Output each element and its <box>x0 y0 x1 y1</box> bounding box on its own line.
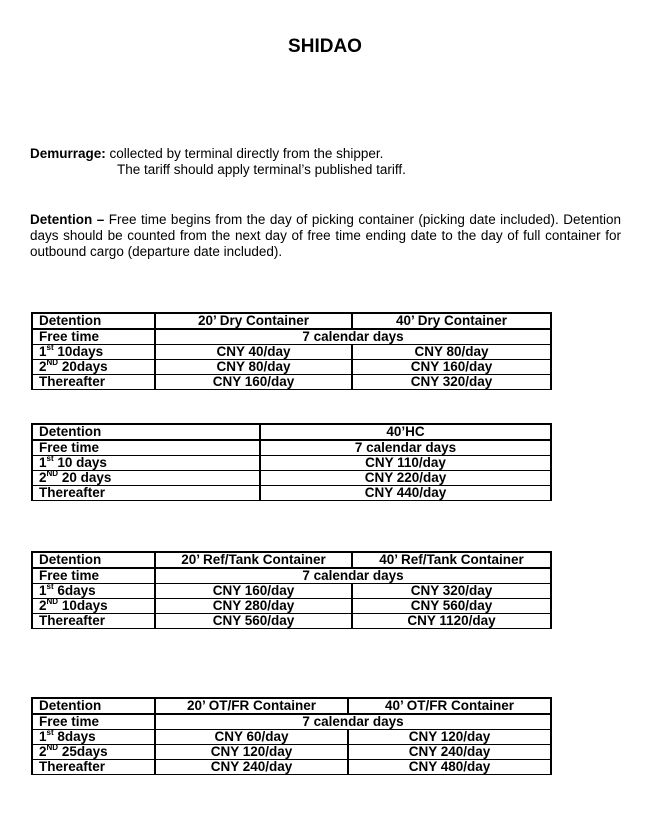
rate-cell: CNY 220/day <box>260 471 551 486</box>
demurrage-label: Demurrage: <box>30 146 106 161</box>
table-header-detention: Detention <box>32 424 260 440</box>
rate-cell: CNY 280/day <box>155 599 352 614</box>
free-time-value: 7 calendar days <box>155 568 551 584</box>
rate-cell: CNY 440/day <box>260 486 551 501</box>
rate-cell: CNY 480/day <box>348 760 551 775</box>
table-header-40: 40’ OT/FR Container <box>348 698 551 714</box>
free-time-label: Free time <box>32 568 155 584</box>
row-label: 2ND 25days <box>32 745 155 760</box>
table-header-20: 20’ Dry Container <box>155 313 352 329</box>
detention-label: Detention – <box>30 212 105 227</box>
rate-cell: CNY 80/day <box>155 360 352 375</box>
rate-cell: CNY 160/day <box>352 360 551 375</box>
detention-paragraph <box>30 212 621 260</box>
rate-cell: CNY 120/day <box>348 730 551 745</box>
free-time-value: 7 calendar days <box>155 714 551 730</box>
demurrage-paragraph <box>30 146 621 178</box>
rate-cell: CNY 560/day <box>352 599 551 614</box>
dry-container-table <box>31 312 552 390</box>
rate-cell: CNY 40/day <box>155 345 352 360</box>
row-label: 1st 10days <box>32 345 155 360</box>
row-label: Thereafter <box>32 486 260 501</box>
rate-cell: CNY 160/day <box>155 584 352 599</box>
rate-cell: CNY 1120/day <box>352 614 551 629</box>
row-label: Thereafter <box>32 760 155 775</box>
demurrage-line-2: The tariff should apply terminal’s published tariff. <box>117 162 406 177</box>
rate-cell: CNY 320/day <box>352 584 551 599</box>
rate-cell: CNY 80/day <box>352 345 551 360</box>
row-label: 2ND 20 days <box>32 471 260 486</box>
row-label: Thereafter <box>32 375 155 390</box>
ref-tank-container-table <box>31 551 552 629</box>
rate-cell: CNY 240/day <box>348 745 551 760</box>
rate-cell: CNY 60/day <box>155 730 348 745</box>
rate-cell: CNY 240/day <box>155 760 348 775</box>
rate-cell: CNY 560/day <box>155 614 352 629</box>
table-header-40: 40’ Dry Container <box>352 313 551 329</box>
demurrage-line-1: collected by terminal directly from the shipper. <box>105 146 384 161</box>
free-time-value: 7 calendar days <box>155 329 551 345</box>
rate-cell: CNY 120/day <box>155 745 348 760</box>
hc-container-table <box>31 423 552 501</box>
table-header-40: 40’ Ref/Tank Container <box>352 552 551 568</box>
free-time-label: Free time <box>32 440 260 456</box>
detention-text: Free time begins from the day of picking container (picking date included). Detention days should be counted from the next day of free time ending date to the day of full container for outbound cargo (departure date included). <box>30 212 621 259</box>
row-label: 2ND 20days <box>32 360 155 375</box>
table-header-20: 20’ Ref/Tank Container <box>155 552 352 568</box>
ot-fr-container-table <box>31 697 552 775</box>
rate-cell: CNY 320/day <box>352 375 551 390</box>
row-label: Thereafter <box>32 614 155 629</box>
free-time-value: 7 calendar days <box>260 440 551 456</box>
table-header-detention: Detention <box>32 313 155 329</box>
free-time-label: Free time <box>32 714 155 730</box>
table-header-40hc: 40’HC <box>260 424 551 440</box>
row-label: 1st 6days <box>32 584 155 599</box>
row-label: 2ND 10days <box>32 599 155 614</box>
row-label: 1st 8days <box>32 730 155 745</box>
table-header-20: 20’ OT/FR Container <box>155 698 348 714</box>
row-label: 1st 10 days <box>32 456 260 471</box>
table-header-detention: Detention <box>32 552 155 568</box>
rate-cell: CNY 160/day <box>155 375 352 390</box>
rate-cell: CNY 110/day <box>260 456 551 471</box>
page-title: SHIDAO <box>288 36 362 57</box>
free-time-label: Free time <box>32 329 155 345</box>
table-header-detention: Detention <box>32 698 155 714</box>
